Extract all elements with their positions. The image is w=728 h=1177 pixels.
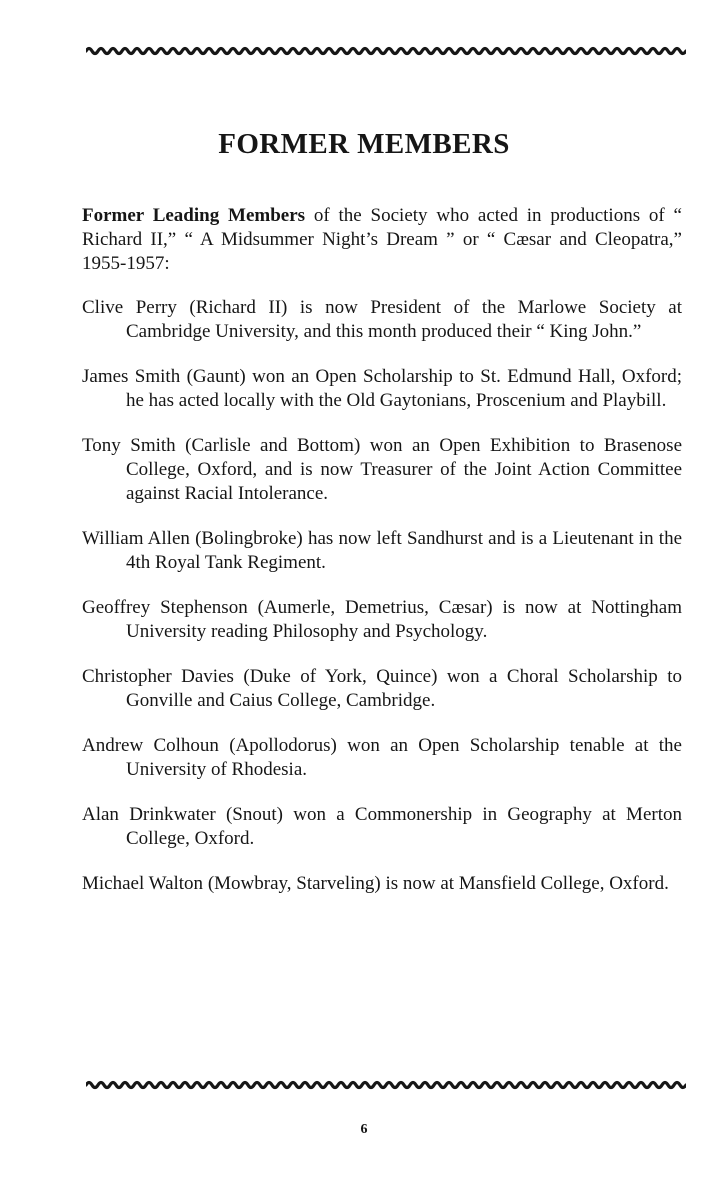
member-entry bbox=[82, 596, 682, 644]
members-list bbox=[82, 296, 682, 896]
member-entry bbox=[82, 872, 682, 896]
member-description: is now President of the Marlowe Society at Cambridge University, and this month produced their “ King John.” bbox=[126, 297, 682, 342]
top-wavy-rule bbox=[86, 44, 686, 58]
member-description: has now left Sandhurst and is a Lieutenant in the 4th Royal Tank Regiment. bbox=[126, 528, 683, 573]
member-role: (Carlisle and Bottom) bbox=[185, 435, 361, 456]
member-name: Clive Perry bbox=[82, 297, 177, 318]
member-description: won a Choral Scholarship to Gonville and Caius College, Cambridge. bbox=[126, 666, 682, 711]
member-description: is now at Mansfield College, Oxford. bbox=[385, 873, 669, 894]
member-name: Tony Smith bbox=[82, 435, 176, 456]
member-description: won a Commonership in Geography at Merton College, Oxford. bbox=[126, 804, 682, 849]
intro-text: of the Society who acted in productions of “ Richard II,” “ A Midsummer Night’s Dream ” or “ Cæsar and Cleopatra,” 1955-1957: bbox=[82, 205, 682, 274]
page-title: FORMER MEMBERS bbox=[218, 128, 510, 160]
member-role: (Apollodorus) bbox=[229, 735, 337, 756]
member-description: won an Open Scholarship tenable at the University of Rhodesia. bbox=[126, 735, 682, 780]
member-description: won an Open Scholarship to St. Edmund Hall, Oxford; he has acted locally with the Old Gaytonians, Proscenium and Playbill. bbox=[126, 366, 683, 411]
member-name: James Smith bbox=[82, 366, 181, 387]
page-number: 6 bbox=[360, 1122, 368, 1137]
member-name: Geoffrey Stephenson bbox=[82, 597, 248, 618]
bottom-wavy-rule bbox=[86, 1078, 686, 1092]
member-name: Michael Walton bbox=[82, 873, 204, 894]
intro-lead: Former Leading Members bbox=[82, 205, 306, 226]
member-entry bbox=[82, 527, 682, 575]
member-name: Alan Drinkwater bbox=[82, 804, 216, 825]
members-section bbox=[82, 204, 682, 917]
member-role: (Snout) bbox=[225, 804, 283, 825]
member-description: won an Open Exhibition to Brasenose College, Oxford, and is now Treasurer of the Joint Action Committee against Racial Intolerance. bbox=[126, 435, 683, 504]
member-role: (Gaunt) bbox=[186, 366, 246, 387]
member-entry bbox=[82, 803, 682, 851]
member-entry bbox=[82, 434, 682, 506]
member-name: William Allen bbox=[82, 528, 190, 549]
member-name: Christopher Davies bbox=[82, 666, 234, 687]
member-role: (Aumerle, Demetrius, Cæsar) bbox=[257, 597, 493, 618]
member-role: (Duke of York, Quince) bbox=[243, 666, 438, 687]
intro-paragraph bbox=[82, 204, 682, 276]
member-description: is now at Nottingham University reading Philosophy and Psychology. bbox=[126, 597, 682, 642]
member-entry bbox=[82, 296, 682, 344]
member-role: (Mowbray, Starveling) bbox=[207, 873, 381, 894]
member-entry bbox=[82, 365, 682, 413]
member-name: Andrew Colhoun bbox=[82, 735, 219, 756]
member-role: (Richard II) bbox=[189, 297, 288, 318]
member-entry bbox=[82, 665, 682, 713]
member-role: (Bolingbroke) bbox=[195, 528, 303, 549]
member-entry bbox=[82, 734, 682, 782]
